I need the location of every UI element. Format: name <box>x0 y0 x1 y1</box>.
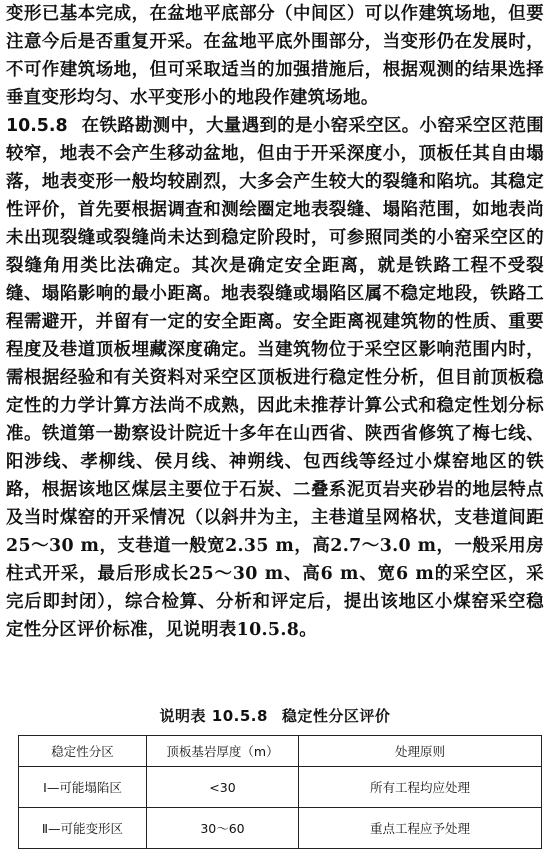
table-header-row <box>19 736 542 767</box>
table-row <box>19 808 542 849</box>
table-cell: Ⅱ—可能变形区 <box>19 808 147 849</box>
table-cell: 30～60 <box>146 808 298 849</box>
header-cell-thickness: 顶板基岩厚度（m） <box>146 736 298 767</box>
paragraph-text: 在铁路勘测中，大量遇到的是小窑采空区。小窑采空区范围较窄，地表不会产生移动盆地，但由于开采深度小，顶板任其自由塌落，地表变形一般均较剧烈，大多会产生较大的裂缝和陷坑。其稳定性评价，首先要根据调查和测绘圈定地表裂缝、塌陷范围，如地表尚未出现裂缝或裂缝尚未达到稳定阶段时，可参照同类的小窑采空区的裂缝角用类比法确定。其次是确定安全距离，就是铁路工程不受裂缝、塌陷影响的最小距离。地表裂缝或塌陷区属不稳定地段，铁路工程需避开，并留有一定的安全距离。安全距离视建筑物的性质、重要程度及巷道顶板埋藏深度确定。当建筑物位于采空区影响范围内时，需根据经验和有关资料对采空区顶板进行稳定性分析，但目前顶板稳定性的力学计算方法尚不成熟，因此未推荐计算公式和稳定性划分标准。铁道第一勘察设计院近十多年在山西省、陕西省修筑了梅七线、阳涉线、孝柳线、侯月线、神朔线、包西线等经过小煤窑地区的铁路，根据该地区煤层主要位于石炭、二叠系泥页岩夹砂岩的地层特点及当时煤窑的开采情况（以斜井为主，主巷道呈网格状，支巷道间距25～30 m，支巷道一般宽2.35 m，高2.7～3.0 m，一般采用房柱式开采，最后形成长25～30 m、高6 m、宽6 m的采空区，采完后即封闭），综合检算、分析和评定后，提出该地区小煤窑采空稳定性分区评价标准，见说明表10.5.8。 <box>6 116 544 640</box>
section-number: 10.5.8 <box>6 116 68 136</box>
table-cell: Ⅰ—可能塌陷区 <box>19 767 147 808</box>
section-paragraph <box>6 112 544 644</box>
table-cell: 重点工程应予处理 <box>298 808 541 849</box>
table-caption-title: 稳定性分区评价 <box>281 707 391 725</box>
table-row <box>19 767 542 808</box>
stability-zoning-table <box>18 735 542 849</box>
table-caption-number: 说明表 10.5.8 <box>159 707 268 725</box>
header-cell-zone: 稳定性分区 <box>19 736 147 767</box>
paragraph-text: 变形已基本完成，在盆地平底部分（中间区）可以作建筑场地，但要注意今后是否重复开采。在盆地平底外围部分，当变形仍在发展时，不可作建筑场地，但可采取适当的加强措施后，根据观测的结果选择垂直变形均匀、水平变形小的地段作建筑场地。 <box>6 4 544 108</box>
header-cell-principle: 处理原则 <box>298 736 541 767</box>
table-cell: 所有工程均应处理 <box>298 767 541 808</box>
table-caption <box>0 705 550 726</box>
table-cell: <30 <box>146 767 298 808</box>
paragraph-continued <box>6 0 544 112</box>
